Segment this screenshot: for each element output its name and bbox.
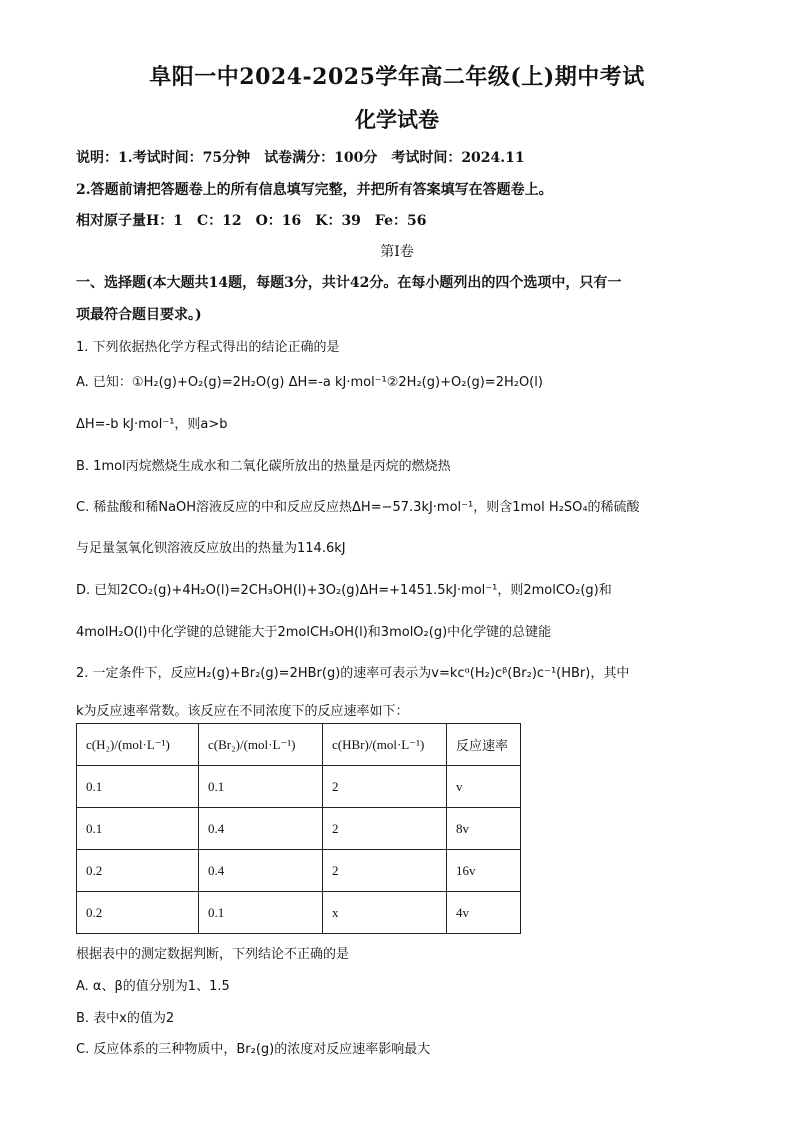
instructions-line-2: 2.答题前请把答题卷上的所有信息填写完整，并把所有答案填写在答题卷上。 (76, 182, 553, 198)
question-2-after-table: 根据表中的测定数据判断，下列结论不正确的是 (76, 947, 350, 962)
table-cell: 0.1 (199, 766, 323, 808)
question-2-stem-line-2: k为反应速率常数。该反应在不同浓度下的反应速率如下： (76, 704, 409, 719)
volume-label: 第Ⅰ卷 (380, 244, 414, 260)
table-cell: 2 (323, 766, 447, 808)
table-row (77, 892, 521, 934)
table-header-cell: c(Br₂)/(mol·L⁻¹) (199, 724, 323, 766)
table-cell: 0.4 (199, 808, 323, 850)
question-1-option-c-line-2: 与足量氢氧化钡溶液反应放出的热量为114.6kJ (76, 541, 346, 556)
question-1-option-b: B. 1mol丙烷燃烧生成水和二氧化碳所放出的热量是丙烷的燃烧热 (76, 459, 451, 474)
table-header-cell: 反应速率 (447, 724, 521, 766)
table-cell: 4v (447, 892, 521, 934)
table-cell: 0.4 (199, 850, 323, 892)
table-row (77, 766, 521, 808)
question-2-option-b: B. 表中x的值为2 (76, 1011, 175, 1026)
question-1-option-d-line-2: 4molH₂O(l)中化学键的总键能大于2molCH₃OH(l)和3molO₂(g)中化学键的总键能 (76, 625, 552, 640)
table-cell: 8v (447, 808, 521, 850)
section-heading-line-1: 一、选择题(本大题共14题，每题3分，共计42分。在每小题列出的四个选项中，只有一 (76, 275, 622, 291)
instructions-line-1: 说明：1.考试时间：75分钟 试卷满分：100分 考试时间：2024.11 (76, 150, 525, 166)
table-row (77, 850, 521, 892)
exam-subtitle: 化学试卷 (355, 107, 439, 132)
atomic-mass-line: 相对原子量H：1 C：12 O：16 K：39 Fe：56 (76, 213, 427, 229)
table-row (77, 808, 521, 850)
question-2-option-c: C. 反应体系的三种物质中，Br₂(g)的浓度对反应速率影响最大 (76, 1042, 431, 1057)
question-1-stem: 1. 下列依据热化学方程式得出的结论正确的是 (76, 340, 340, 355)
table-cell: 0.2 (77, 892, 199, 934)
table-cell: 0.2 (77, 850, 199, 892)
table-cell: 0.1 (77, 808, 199, 850)
table-cell: 0.1 (199, 892, 323, 934)
question-1-option-d-line-1: D. 已知2CO₂(g)+4H₂O(l)=2CH₃OH(l)+3O₂(g)ΔH=+1451.5kJ·mol⁻¹，则2molCO₂(g)和 (76, 583, 612, 598)
question-1-option-a-line-2: ΔH=-b kJ·mol⁻¹，则a>b (76, 417, 228, 432)
table-header-cell: c(HBr)/(mol·L⁻¹) (323, 724, 447, 766)
section-heading-line-2: 项最符合题目要求。) (76, 307, 202, 323)
table-cell: 16v (447, 850, 521, 892)
question-2-stem-line-1: 2. 一定条件下，反应H₂(g)+Br₂(g)=2HBr(g)的速率可表示为v=kcᵅ(H₂)cᵝ(Br₂)c⁻¹(HBr)，其中 (76, 666, 630, 681)
rate-data-table (76, 723, 521, 934)
table-cell: 2 (323, 850, 447, 892)
question-2-option-a: A. α、β的值分别为1、1.5 (76, 979, 230, 994)
table-cell: v (447, 766, 521, 808)
table-header-cell: c(H₂)/(mol·L⁻¹) (77, 724, 199, 766)
exam-title: 阜阳一中2024-2025学年高二年级(上)期中考试 (149, 64, 645, 90)
question-1-option-c-line-1: C. 稀盐酸和稀NaOH溶液反应的中和反应反应热ΔH=−57.3kJ·mol⁻¹，则含1mol H₂SO₄的稀硫酸 (76, 500, 640, 515)
table-header-row (77, 724, 521, 766)
table-cell: 2 (323, 808, 447, 850)
table-cell: 0.1 (77, 766, 199, 808)
table-cell: x (323, 892, 447, 934)
question-1-option-a-line-1: A. 已知：①H₂(g)+O₂(g)=2H₂O(g) ΔH=-a kJ·mol⁻¹②2H₂(g)+O₂(g)=2H₂O(l) (76, 375, 543, 390)
